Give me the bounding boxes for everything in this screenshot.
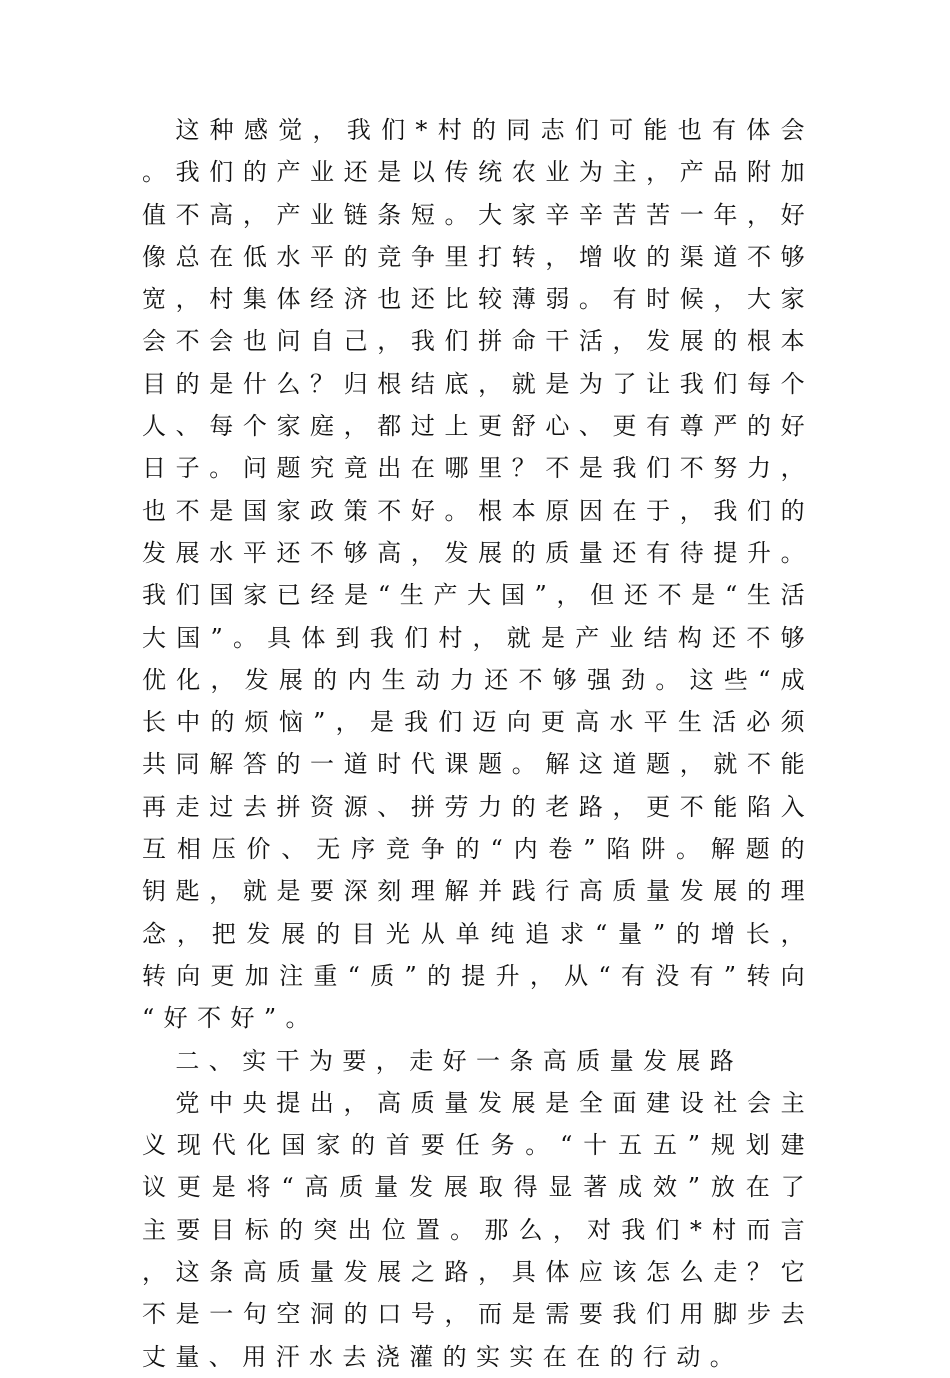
section-heading: 二、实干为要，走好一条高质量发展路 xyxy=(175,1046,744,1075)
body-paragraph-2: 党中央提出，高质量发展是全面建设社会主义现代化国家的首要任务。“十五五”规划建议更是将“高质量发展取得显著成效”放在了主要目标的突出位置。那么，对我们*村而言，这条高质量发展之路，具体应该怎么走？它不是一句空洞的口号，而是需要我们用脚步去丈量、用汗水去浇灌的实实在在的行动。 xyxy=(142,1088,814,1371)
document-page xyxy=(142,109,814,1378)
body-paragraph-1: 这种感觉，我们*村的同志们可能也有体会。我们的产业还是以传统农业为主，产品附加值不高，产业链条短。大家辛辛苦苦一年，好像总在低水平的竞争里打转，增收的渠道不够宽，村集体经济也还比较薄弱。有时候，大家会不会也问自己，我们拼命干活，发展的根本目的是什么？归根结底，就是为了让我们每个人、每个家庭，都过上更舒心、更有尊严的好日子。问题究竟出在哪里？不是我们不努力，也不是国家政策不好。根本原因在于，我们的发展水平还不够高，发展的质量还有待提升。我们国家已经是“生产大国”，但还不是“生活大国”。具体到我们村，就是产业结构还不够优化，发展的内生动力还不够强劲。这些“成长中的烦恼”，是我们迈向更高水平生活必须共同解答的一道时代课题。解这道题，就不能再走过去拼资源、拼劳力的老路，更不能陷入互相压价、无序竞争的“内卷”陷阱。解题的钥匙，就是要深刻理解并践行高质量发展的理念，把发展的目光从单纯追求“量”的增长，转向更加注重“质”的提升，从“有没有”转向“好不好”。 xyxy=(142,116,814,1033)
